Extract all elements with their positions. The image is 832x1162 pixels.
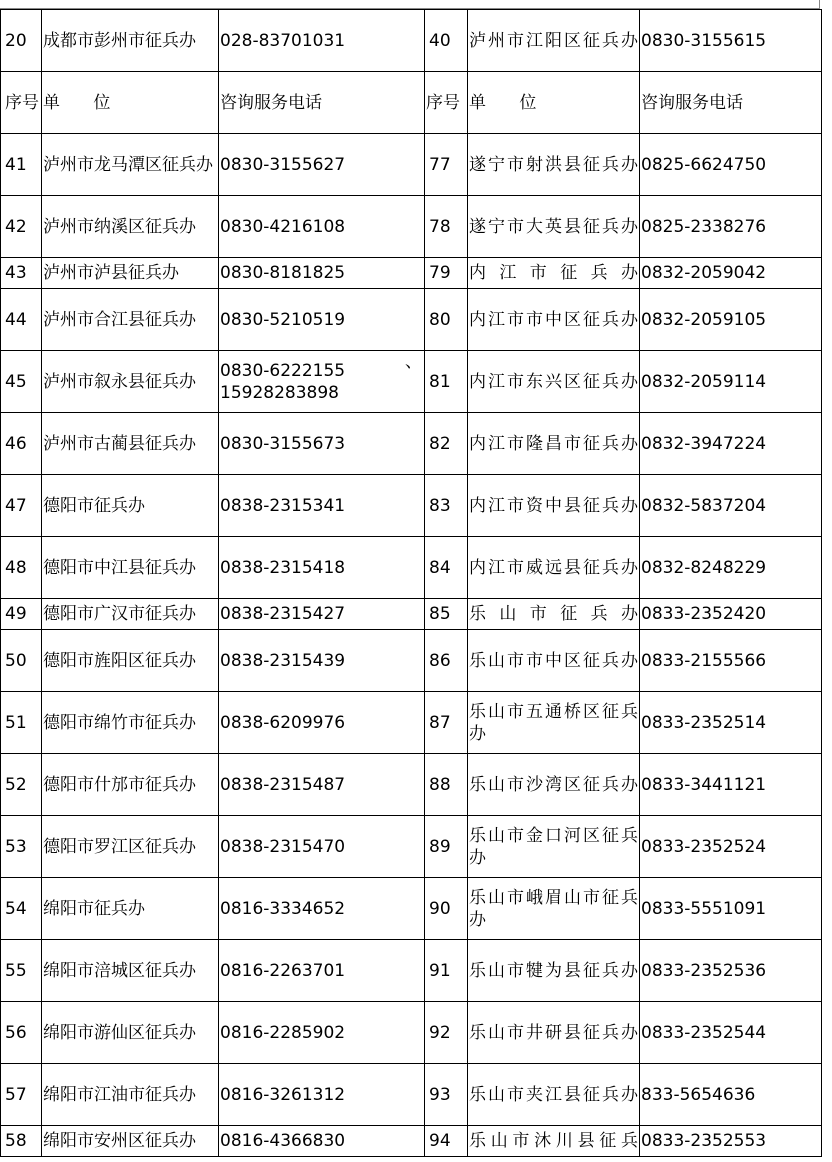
table-row <box>1 196 822 258</box>
unit-name-right: 内江市征兵办 <box>468 258 640 289</box>
phone-right: 0833-2352544 <box>640 1002 822 1064</box>
unit-name-left: 德阳市征兵办 <box>42 475 219 537</box>
table-row <box>1 258 822 289</box>
unit-name-left: 绵阳市安州区征兵办 <box>42 1126 219 1157</box>
row-number-left: 58 <box>1 1126 42 1157</box>
row-number-right: 77 <box>425 134 468 196</box>
row-number-right: 90 <box>425 878 468 940</box>
table-row <box>1 351 822 413</box>
table-row <box>1 289 822 351</box>
row-number-left: 52 <box>1 754 42 816</box>
unit-name-left: 泸州市合江县征兵办 <box>42 289 219 351</box>
table-row <box>1 537 822 599</box>
row-number-left: 43 <box>1 258 42 289</box>
row-number-left: 44 <box>1 289 42 351</box>
unit-name-right: 内江市市中区征兵办 <box>468 289 640 351</box>
table-row <box>1 816 822 878</box>
row-number-left: 49 <box>1 599 42 630</box>
table-row <box>1 134 822 196</box>
phone-left: 0830-8181825 <box>219 258 425 289</box>
header-phone-right: 咨询服务电话 <box>640 72 822 134</box>
phone-left-secondary: 15928283898 <box>220 382 339 403</box>
unit-name-right: 乐山市沐川县征兵 <box>468 1126 640 1157</box>
phone-left: 0830-3155627 <box>219 134 425 196</box>
unit-name-right: 内江市隆昌市征兵办 <box>468 413 640 475</box>
phone-right: 0833-2352553 <box>640 1126 822 1157</box>
table-row <box>1 599 822 630</box>
phone-right: 0832-2059114 <box>640 351 822 413</box>
unit-name-left: 德阳市罗江区征兵办 <box>42 816 219 878</box>
table-body <box>1 10 822 1157</box>
unit-name-right: 泸州市江阳区征兵办 <box>468 10 640 72</box>
table-row <box>1 754 822 816</box>
header-phone-left: 咨询服务电话 <box>219 72 425 134</box>
row-number-right: 85 <box>425 599 468 630</box>
table-row <box>1 878 822 940</box>
unit-name-right: 乐山市井研县征兵办 <box>468 1002 640 1064</box>
phone-left: 0830-3155673 <box>219 413 425 475</box>
phone-left <box>219 351 425 413</box>
row-number-left: 55 <box>1 940 42 1002</box>
row-number-right: 78 <box>425 196 468 258</box>
header-unit-right: 单 位 <box>468 72 640 134</box>
row-number-left: 47 <box>1 475 42 537</box>
phone-left: 0838-2315427 <box>219 599 425 630</box>
phone-left: 0830-4216108 <box>219 196 425 258</box>
unit-name-right: 乐山市征兵办 <box>468 599 640 630</box>
unit-name-left: 绵阳市征兵办 <box>42 878 219 940</box>
row-number-left: 20 <box>1 10 42 72</box>
table-row <box>1 413 822 475</box>
row-number-right: 40 <box>425 10 468 72</box>
phone-left: 0838-2315470 <box>219 816 425 878</box>
table-row <box>1 1002 822 1064</box>
phone-right: 0832-3947224 <box>640 413 822 475</box>
row-number-right: 81 <box>425 351 468 413</box>
phone-left: 0838-2315341 <box>219 475 425 537</box>
unit-name-left: 泸州市古蔺县征兵办 <box>42 413 219 475</box>
unit-name-left: 德阳市旌阳区征兵办 <box>42 630 219 692</box>
phone-right: 833-5654636 <box>640 1064 822 1126</box>
phone-left: 0816-3334652 <box>219 878 425 940</box>
unit-name-left: 德阳市什邡市征兵办 <box>42 754 219 816</box>
phone-left: 0838-2315418 <box>219 537 425 599</box>
phone-left: 0838-6209976 <box>219 692 425 754</box>
unit-name-right: 乐山市五通桥区征兵办 <box>468 692 640 754</box>
unit-name-left: 泸州市纳溪区征兵办 <box>42 196 219 258</box>
row-number-left: 57 <box>1 1064 42 1126</box>
unit-name-right: 内江市东兴区征兵办 <box>468 351 640 413</box>
unit-name-left: 德阳市中江县征兵办 <box>42 537 219 599</box>
row-number-right: 89 <box>425 816 468 878</box>
unit-name-left: 德阳市绵竹市征兵办 <box>42 692 219 754</box>
row-number-right: 94 <box>425 1126 468 1157</box>
header-seq-right: 序号 <box>425 72 468 134</box>
phone-right: 0833-5551091 <box>640 878 822 940</box>
unit-name-left: 绵阳市江油市征兵办 <box>42 1064 219 1126</box>
top-corner-mark <box>819 0 820 8</box>
phone-left: 0816-4366830 <box>219 1126 425 1157</box>
row-number-right: 80 <box>425 289 468 351</box>
phone-right: 0832-2059105 <box>640 289 822 351</box>
table-row <box>1 475 822 537</box>
phone-left: 0838-2315487 <box>219 754 425 816</box>
row-number-left: 54 <box>1 878 42 940</box>
phone-right: 0830-3155615 <box>640 10 822 72</box>
phone-left: 0838-2315439 <box>219 630 425 692</box>
table-row <box>1 10 822 72</box>
unit-name-left: 泸州市叙永县征兵办 <box>42 351 219 413</box>
row-number-right: 79 <box>425 258 468 289</box>
unit-name-right: 乐山市沙湾区征兵办 <box>468 754 640 816</box>
phone-right: 0833-2352536 <box>640 940 822 1002</box>
unit-name-left: 成都市彭州市征兵办 <box>42 10 219 72</box>
unit-name-left: 泸州市泸县征兵办 <box>42 258 219 289</box>
row-number-right: 87 <box>425 692 468 754</box>
header-seq-left: 序号 <box>1 72 42 134</box>
row-number-right: 83 <box>425 475 468 537</box>
row-number-left: 53 <box>1 816 42 878</box>
row-number-right: 86 <box>425 630 468 692</box>
unit-name-right: 遂宁市大英县征兵办 <box>468 196 640 258</box>
phone-right: 0833-2352514 <box>640 692 822 754</box>
phone-left-primary: 0830-6222155 <box>220 360 346 381</box>
phone-right: 0825-6624750 <box>640 134 822 196</box>
unit-name-left: 泸州市龙马潭区征兵办 <box>42 134 219 196</box>
unit-name-right: 乐山市市中区征兵办 <box>468 630 640 692</box>
phone-right: 0825-2338276 <box>640 196 822 258</box>
phone-left: 028-83701031 <box>219 10 425 72</box>
unit-name-right: 遂宁市射洪县征兵办 <box>468 134 640 196</box>
row-number-left: 41 <box>1 134 42 196</box>
phone-right: 0832-2059042 <box>640 258 822 289</box>
table-row <box>1 692 822 754</box>
phone-right: 0832-5837204 <box>640 475 822 537</box>
unit-name-left: 德阳市广汉市征兵办 <box>42 599 219 630</box>
header-unit-left: 单 位 <box>42 72 219 134</box>
phone-right: 0833-2155566 <box>640 630 822 692</box>
row-number-right: 84 <box>425 537 468 599</box>
unit-name-right: 乐山市夹江县征兵办 <box>468 1064 640 1126</box>
row-number-left: 42 <box>1 196 42 258</box>
row-number-right: 93 <box>425 1064 468 1126</box>
unit-name-right: 乐山市金口河区征兵办 <box>468 816 640 878</box>
table-row <box>1 1064 822 1126</box>
row-number-right: 91 <box>425 940 468 1002</box>
recruitment-office-table <box>0 9 822 1157</box>
row-number-left: 45 <box>1 351 42 413</box>
unit-name-right: 乐山市犍为县征兵办 <box>468 940 640 1002</box>
row-number-left: 46 <box>1 413 42 475</box>
header-row <box>1 72 822 134</box>
unit-name-right: 乐山市峨眉山市征兵办 <box>468 878 640 940</box>
phone-right: 0833-3441121 <box>640 754 822 816</box>
row-number-left: 48 <box>1 537 42 599</box>
phone-left: 0816-2285902 <box>219 1002 425 1064</box>
phone-left: 0816-2263701 <box>219 940 425 1002</box>
row-number-left: 50 <box>1 630 42 692</box>
phone-right: 0832-8248229 <box>640 537 822 599</box>
unit-name-left: 绵阳市涪城区征兵办 <box>42 940 219 1002</box>
separator-mark: 、 <box>405 352 422 372</box>
unit-name-left: 绵阳市游仙区征兵办 <box>42 1002 219 1064</box>
row-number-right: 82 <box>425 413 468 475</box>
row-number-right: 88 <box>425 754 468 816</box>
unit-name-right: 内江市威远县征兵办 <box>468 537 640 599</box>
row-number-left: 56 <box>1 1002 42 1064</box>
phone-right: 0833-2352420 <box>640 599 822 630</box>
phone-left: 0830-5210519 <box>219 289 425 351</box>
row-number-right: 92 <box>425 1002 468 1064</box>
unit-name-right: 内江市资中县征兵办 <box>468 475 640 537</box>
phone-left: 0816-3261312 <box>219 1064 425 1126</box>
table-row <box>1 1126 822 1157</box>
table-row <box>1 630 822 692</box>
row-number-left: 51 <box>1 692 42 754</box>
phone-right: 0833-2352524 <box>640 816 822 878</box>
table-row <box>1 940 822 1002</box>
